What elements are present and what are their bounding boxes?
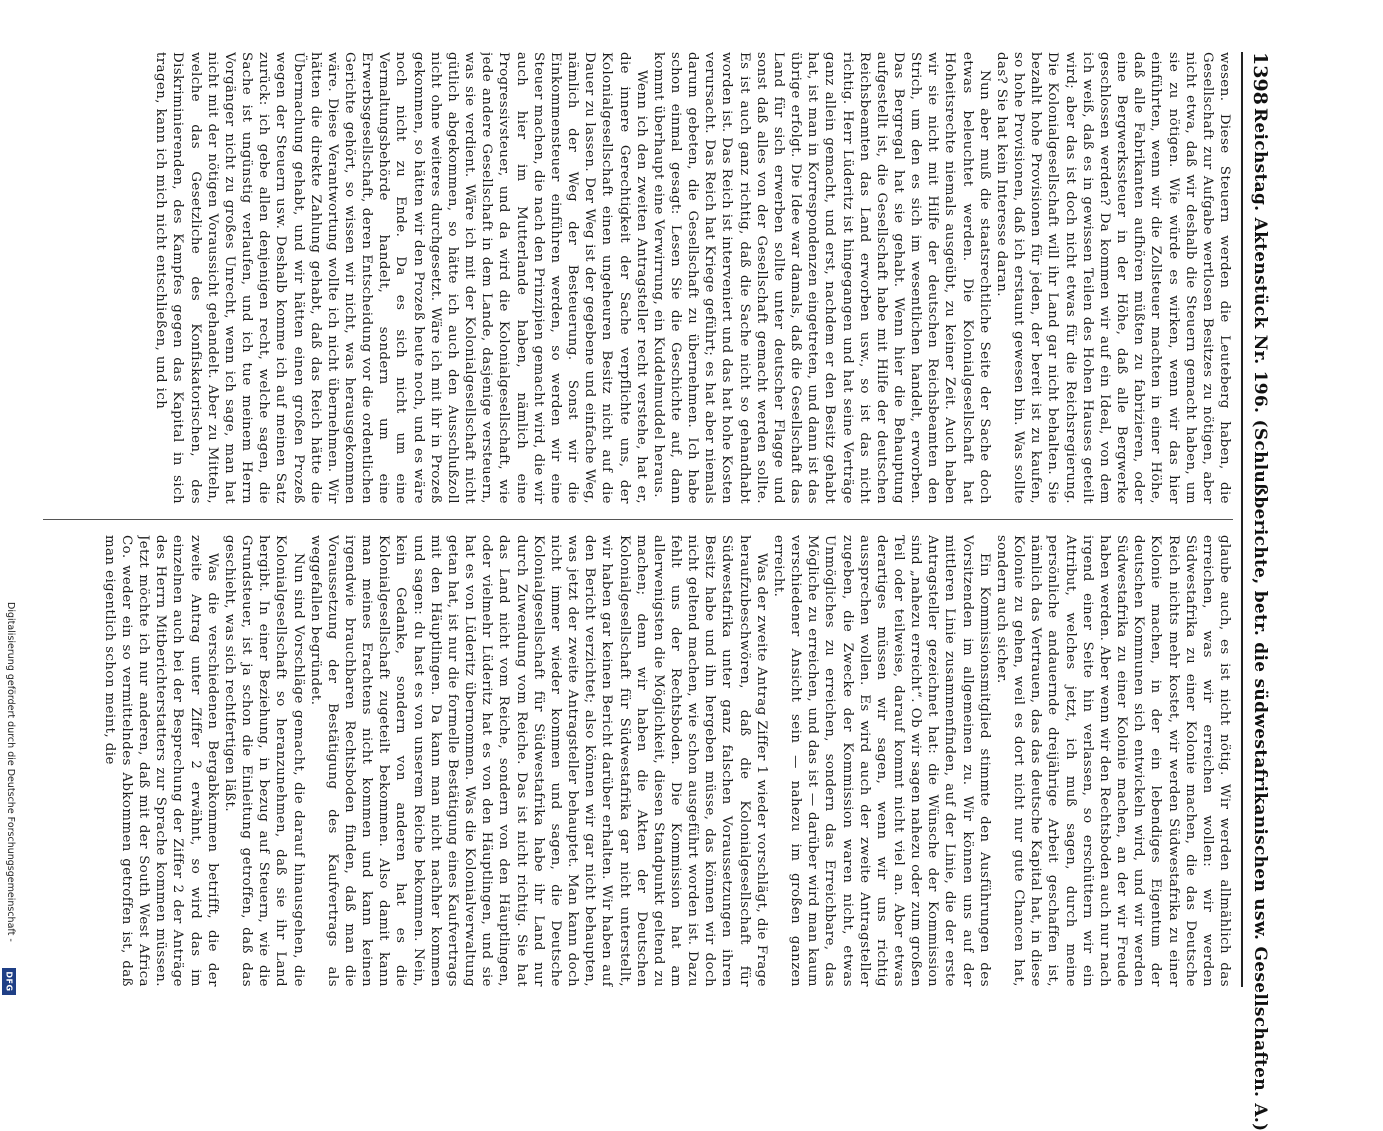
paragraph: Was der zweite Antrag Ziffer 1 wieder vorschlägt, die Frage heraufzubeschwören, daß die Kolonialgesellschaft für Südwestafrika unter ganz falschen Voraussetzungen ihren Besitz habe und ihn hergeben müsse, das können wir doch nicht geltend machen, wie schon ausgeführt worden ist. Dazu fehlt uns der Rechtsboden. Die Kommission hat am allerwenigsten die Möglichkeit, diesen Standpunkt geltend zu machen; denn wir haben die Akten der Deutschen Kolonialgesellschaft für Südwestafrika gar nicht unterstellt, wir haben gar keinen Bericht darüber erhalten. Wir haben auf den Bericht verzichtet; also können wir gar nicht behaupten, was jetzt der zweite Antragsteller behauptet. Man kann doch nicht immer wieder kommen und sagen, die Deutsche Kolonialgesellschaft für Südwestafrika habe ihr Land nur durch Zuwendung vom Reiche. Das ist nicht richtig. Sie hat das Land nicht vom Reiche, sondern von den Häuptlingen, oder vielmehr Lüderitz hat es von den Häuptlingen, und sie hat es von Lüderitz übernommen. Was die Kolonialverwaltung getan hat, ist nur die formelle Bestätigung eines Kaufvertrags mit den Häuptlingen. Da kann man nicht nachher kommen und sagen: du hast es von unserem Reiche bekommen. Nein, kein Gedanke, sondern von anderen hat es die Kolonialgesellschaft zugeteilt bekommen. Also damit kann man meines Erachtens nicht kommen und kann keinen irgendwie brauchbaren Rechtsboden finden, daß man die Voraussetzung der Bestätigung des Kaufvertrags als weggefallen begründet. — [307, 535, 769, 987]
paragraph: Wenn ich den zweiten Antragsteller recht verstehe, hat er, die innere Gerechtigkeit der Sache verpflichte uns, der Kolonialgesellschaft einen ungeheuren Besitz nicht auf die Dauer zu lassen. Der Weg ist der gegebene und einfache Weg, nämlich der Weg der Besteuerung. Sonst wir die Einkommensteuer einführen werden, so werden wir eine Steuer machen, die nach den Prinzipien gemacht wird, die wir auch hier im Mutterlande haben, nämlich eine Progressivsteuer, und da wird die Kolonialgesellschaft, wie jede andere Gesellschaft in dem Lande, dasjenige versteuern, was sie verdient. Wäre ich mit der Kolonialgesellschaft nicht gütlich abgekommen, so hätte ich auch den Ausschlußzoll nicht ohne weiteres durchgesetzt. Wäre ich mit ihr in Prozeß gekommen, so hätten wir den Prozeß heute noch, und es wäre noch nicht zu Ende. Da es sich nicht um eine Vermaltungsbehörde handelt, sondern um eine Erwerbsgesellschaft, deren Entscheidung vor die ordentlichen Gerichte gehört, so wissen wir nicht, was herausgekommen wäre. Diese Verantwortung wollte ich nicht übernehmen. Wir hätten die direkte Zahlung gehabt, daß das Reich hätte die Übermachung gehabt, und wir hätten einen großen Prozeß wegen der Steuern usw. Deshalb komme ich auf meinen Satz zurück: ich gebe allen denjenigen recht, welche sagen, die Sache ist ungünstig verlaufen, und ich tue meinem Herrn Vorgänger nicht zu großes Unrecht, wenn ich sage, man hat nicht mit der nötigen Voraussicht gehandelt. Aber zu Mitteln, welche das Gesetzliche des Konfiskatorischen, des Diskriminierenden, des Kampfes gegen das Kapital in sich tragen, kann ich mich nicht entschließen, und ich — [153, 52, 649, 504]
running-head: Reichstag. Aktenstück Nr. 196. (Schlußberichte, betr. die südwestafrikanischen usw. Gesellschaften. A.) — [1250, 108, 1270, 1131]
paragraph: glaube auch, es ist nicht nötig. Wir werden allmählich das erreichen, was wir erreichen wollen: wir werden Südwestafrika zu einer Kolonie machen, die das Deutsche Reich nichts mehr kostet, wir werden Südwestafrika zu einer Kolonie machen, in der ein lebendiges Eigentum der deutschen Kommunen sich entwickeln wird, und wir werden Südwestafrika zu einer Kolonie machen, an der wir Freude haben werden. Aber wenn wir den Rechtsboden auch nur nach irgend einer Seite hin verlassen, so erschüttern wir ein Attribut, welches jetzt, ich muß sagen, durch meine persönliche andauernde dreijährige Arbeit geschaffen ist, nämlich das Vertrauen, das das deutsche Kapital hat, in diese Kolonie zu gehen, weil es dort nicht nur gute Chancen hat, sondern auch sicher. — [993, 535, 1232, 987]
dfg-logo — [2, 968, 16, 995]
paragraph: Ein Kommissionsmitglied stimmte den Ausführungen des Vorsitzenden im allgemeinen zu. Wir können uns auf der mittleren Linie zusammenfinden, auf der Linie, die der erste Antragsteller gezeichnet hat: die Wünsche der Kommission sind „nahezu erreicht“. Ob wir sagen nahezu oder zum großen Teil oder teilweise, darauf kommt nicht viel an. Aber etwas derartiges müssen wir sagen, wenn wir uns richtig aussprechen wollen. Es wird auch der zweite Antragsteller zugeben, die Zwecke der Kommission waren nicht, etwas Unmögliches zu erreichen, sondern das Erreichbare, das Mögliche zu erreichen, und das ist — darüber wird man kaum verschiedener Ansicht sein — nahezu im großen ganzen erreicht. — [770, 535, 992, 987]
paragraph: Nun sind Vorschläge gemacht, die darauf hinausgehen, die Kolonialgesellschaft so heranzunehmen, daß sie ihr Land hergibt. In einer Beziehung, in bezug auf Steuern, wie die Grundsteuer, ist ja schon die Einleitung getroffen, daß das geschieht, was sich rechtfertigen läßt. — [221, 535, 306, 987]
paragraph: wesen. Diese Steuern werden die Leuteberg haben, die Gesellschaft zur Aufgabe wertlosen Besitzes zu nötigen, aber nicht etwa, daß wir deshalb die Steuern gemacht haben, um sie zu nötigen. Wie würde es wirken, wenn wir das hier einführten, wenn wir die Zollsteuer machten in einer Höhe, daß alle Fabrikanten aufhören müßten zu fabrizieren, oder eine Bergwerkssteuer in der Höhe, daß alle Bergwerke geschlossen werden? Da kommen wir auf ein Ideal, von dem ich weiß, daß es in gewissen Teilen des Hohen Hauses geteilt wird; aber das ist doch nicht etwas für die Reichsregierung. Die Kolonialgesellschaft will ihr Land gar nicht behalten. Sie bezahlt hohe Provisionen für jeden, der bereit ist zu kaufen, so hohe Provisionen, daß ich erstaunt gewesen bin. Was sollte das? Sie hat kein Interesse daran. — [993, 52, 1232, 504]
paragraph: Nun aber muß die staatsrechtliche Seite der Sache doch etwas beleuchtet werden. Die Kolonialgesellschaft hat Hoheitsrechte niemals ausgeübt, zu keiner Zeit. Auch haben wir sie nicht mit Hilfe der deutschen Reichsbeamten den Strich, um den es sich im wesentlichen handelt, erworben. Das Bergregal hat sie gehabt. Wenn hier die Behauptung aufgestellt ist, die Gesellschaft habe mit Hilfe der deutschen Reichsbeamten das Land erworben usw., so ist das nicht richtig. Herr Lüderitz ist hingegangen und hat seine Verträge ganz allein gemacht, und erst, nachdem er den Besitz gehabt hat, ist man in Korrespondenzen eingetreten, und dann ist das übrige erfolgt. Die Idee war damals, daß die Gesellschaft das Land für sich erwerben sollte unter deutscher Flagge und sonst daß alles von der Gesellschaft gemacht werden sollte. Es ist auch ganz richtig, daß die Sache nicht so gehandhabt worden ist. Das Reich ist interveniert und das hat hohe Kosten verursacht. Das Reich hat Kriege geführt; es hat aber niemals darum gebeten, die Gesellschaft zu übernehmen. Ich habe schon einmal gesagt: Lesen Sie die Geschichte auf, dann kommt überhaupt eine Verwirrung, ein Kuddelmuddel heraus. — [650, 52, 992, 504]
dfg-logo-text: DFG — [4, 971, 14, 992]
header-rule — [1241, 52, 1243, 987]
document-page — [37, 52, 1275, 1131]
page-number: 1398 — [1249, 52, 1271, 105]
page-header — [1241, 52, 1275, 1131]
digitization-sidebar — [0, 0, 22, 1000]
paragraph: Was die verschiedenen Bergabkommen betrifft, die der zweite Antrag unter Ziffer 2 erwähnt, so wird das im einzelnen auch bei der Besprechung der Ziffer 2 der Anträge des Herrn Mitberichterstatters zur Sprache kommen müssen. Jetzt möchte ich nur anderen, daß mit der South West Africa Co. weder ein so vermittelndes Abkommen getroffen ist, daß man eigentlich schon meint, die — [101, 535, 220, 987]
text-column-right — [43, 535, 1233, 987]
digitization-credit: Digitalisierung gefördert durch die Deutsche Forschungsgemeinschaft - — [5, 602, 16, 942]
column-divider — [43, 519, 1233, 520]
text-column-left — [43, 52, 1233, 504]
